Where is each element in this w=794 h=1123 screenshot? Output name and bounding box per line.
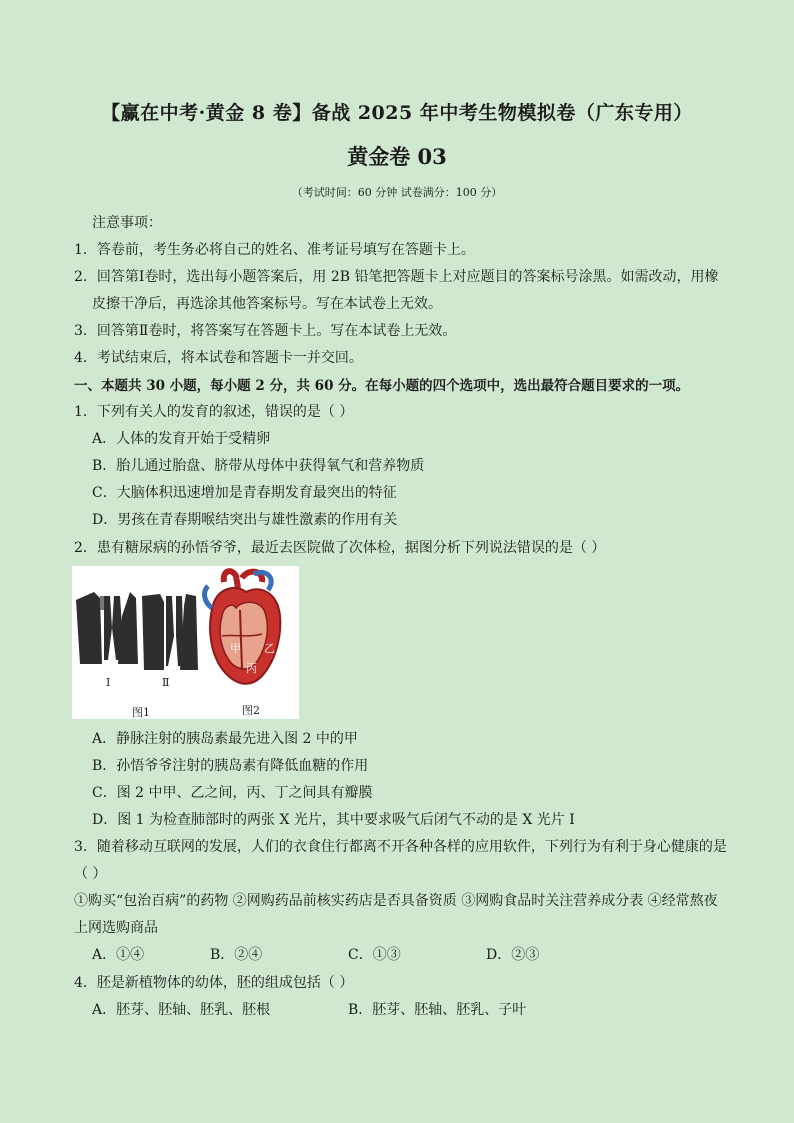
figure-2-caption: 图2 — [242, 704, 260, 717]
question-4-option: A．胚芽、胚轴、胚乳、胚根 — [92, 1002, 271, 1018]
heart-label-bing: 丙 — [246, 662, 257, 675]
question-3-option: D．②③ — [486, 947, 540, 963]
heart-label-ding: 丁 — [274, 660, 285, 673]
question-3-items: 上网选购商品 — [74, 920, 158, 936]
question-2-stem: 2．患有糖尿病的孙悟爷爷，最近去医院做了次体检，据图分析下列说法错误的是（ ） — [74, 540, 606, 556]
heart-label-jia: 甲 — [230, 642, 241, 655]
figure-1-caption: 图1 — [132, 706, 150, 719]
note-item: 3．回答第Ⅱ卷时，将答案写在答题卡上。写在本试卷上无效。 — [74, 323, 457, 339]
question-1-option: D．男孩在青春期喉结突出与雄性激素的作用有关 — [92, 512, 398, 528]
question-1-stem: 1．下列有关人的发育的叙述，错误的是（ ） — [74, 404, 354, 420]
question-4-stem: 4．胚是新植物体的幼体，胚的组成包括（ ） — [74, 975, 354, 991]
exam-title: 【赢在中考·黄金 8 卷】备战 2025 年中考生物模拟卷（广东专用） — [101, 102, 693, 124]
exam-subtitle: 黄金卷 03 — [347, 144, 447, 169]
xray-2-image — [142, 594, 198, 670]
heart-label-yi: 乙 — [264, 642, 275, 655]
notes-heading: 注意事项： — [92, 215, 162, 231]
xray-1-image — [76, 592, 138, 664]
question-2-figure — [72, 566, 299, 719]
question-1-option: B．胎儿通过胎盘、脐带从母体中获得氧气和营养物质 — [92, 458, 425, 474]
question-4-option: B．胚芽、胚轴、胚乳、子叶 — [348, 1002, 527, 1018]
xray-1-label: Ⅰ — [106, 676, 111, 689]
question-2-option: A．静脉注射的胰岛素最先进入图 2 中的甲 — [92, 731, 358, 747]
note-item: 皮擦干净后，再选涂其他答案标号。写在本试卷上无效。 — [92, 296, 442, 312]
note-item: 1．答卷前，考生务必将自己的姓名、准考证号填写在答题卡上。 — [74, 242, 475, 258]
exam-info: （考试时间：60 分钟 试卷满分：100 分） — [291, 186, 503, 199]
question-3-option: A．①④ — [92, 947, 145, 963]
heart-cross-section-image — [205, 571, 281, 684]
question-3-stem: 3．随着移动互联网的发展，人们的衣食住行都离不开各种各样的应用软件，下列行为有利于身心健康的是 — [74, 839, 727, 855]
question-3-items: ①购买“包治百病”的药物 ②网购药品前核实药店是否具备资质 ③网购食品时关注营养成分表 ④经常熬夜 — [74, 893, 718, 909]
note-item: 2．回答第Ⅰ卷时，选出每小题答案后，用 2B 铅笔把答题卡上对应题目的答案标号涂黑。如需改动，用橡 — [74, 269, 719, 285]
question-2-option: C．图 2 中甲、乙之间，丙、丁之间具有瓣膜 — [92, 785, 373, 801]
question-1-option: A．人体的发育开始于受精卵 — [92, 431, 271, 447]
section-heading: 一、本题共 30 小题，每小题 2 分，共 60 分。在每小题的四个选项中，选出最符合题目要求的一项。 — [74, 378, 690, 394]
xray-2-label: Ⅱ — [162, 676, 170, 689]
question-1-option: C．大脑体积迅速增加是青春期发育最突出的特征 — [92, 485, 397, 501]
question-2-option: B．孙悟爷爷注射的胰岛素有降低血糖的作用 — [92, 758, 369, 774]
note-item: 4．考试结束后，将本试卷和答题卡一并交回。 — [74, 350, 363, 366]
question-3-option: C．①③ — [348, 947, 401, 963]
question-3-stem-bracket: （ ） — [74, 866, 107, 882]
question-2-option: D．图 1 为检查肺部时的两张 X 光片，其中要求吸气后闭气不动的是 X 光片 I — [92, 812, 575, 828]
question-3-option: B．②④ — [210, 947, 263, 963]
